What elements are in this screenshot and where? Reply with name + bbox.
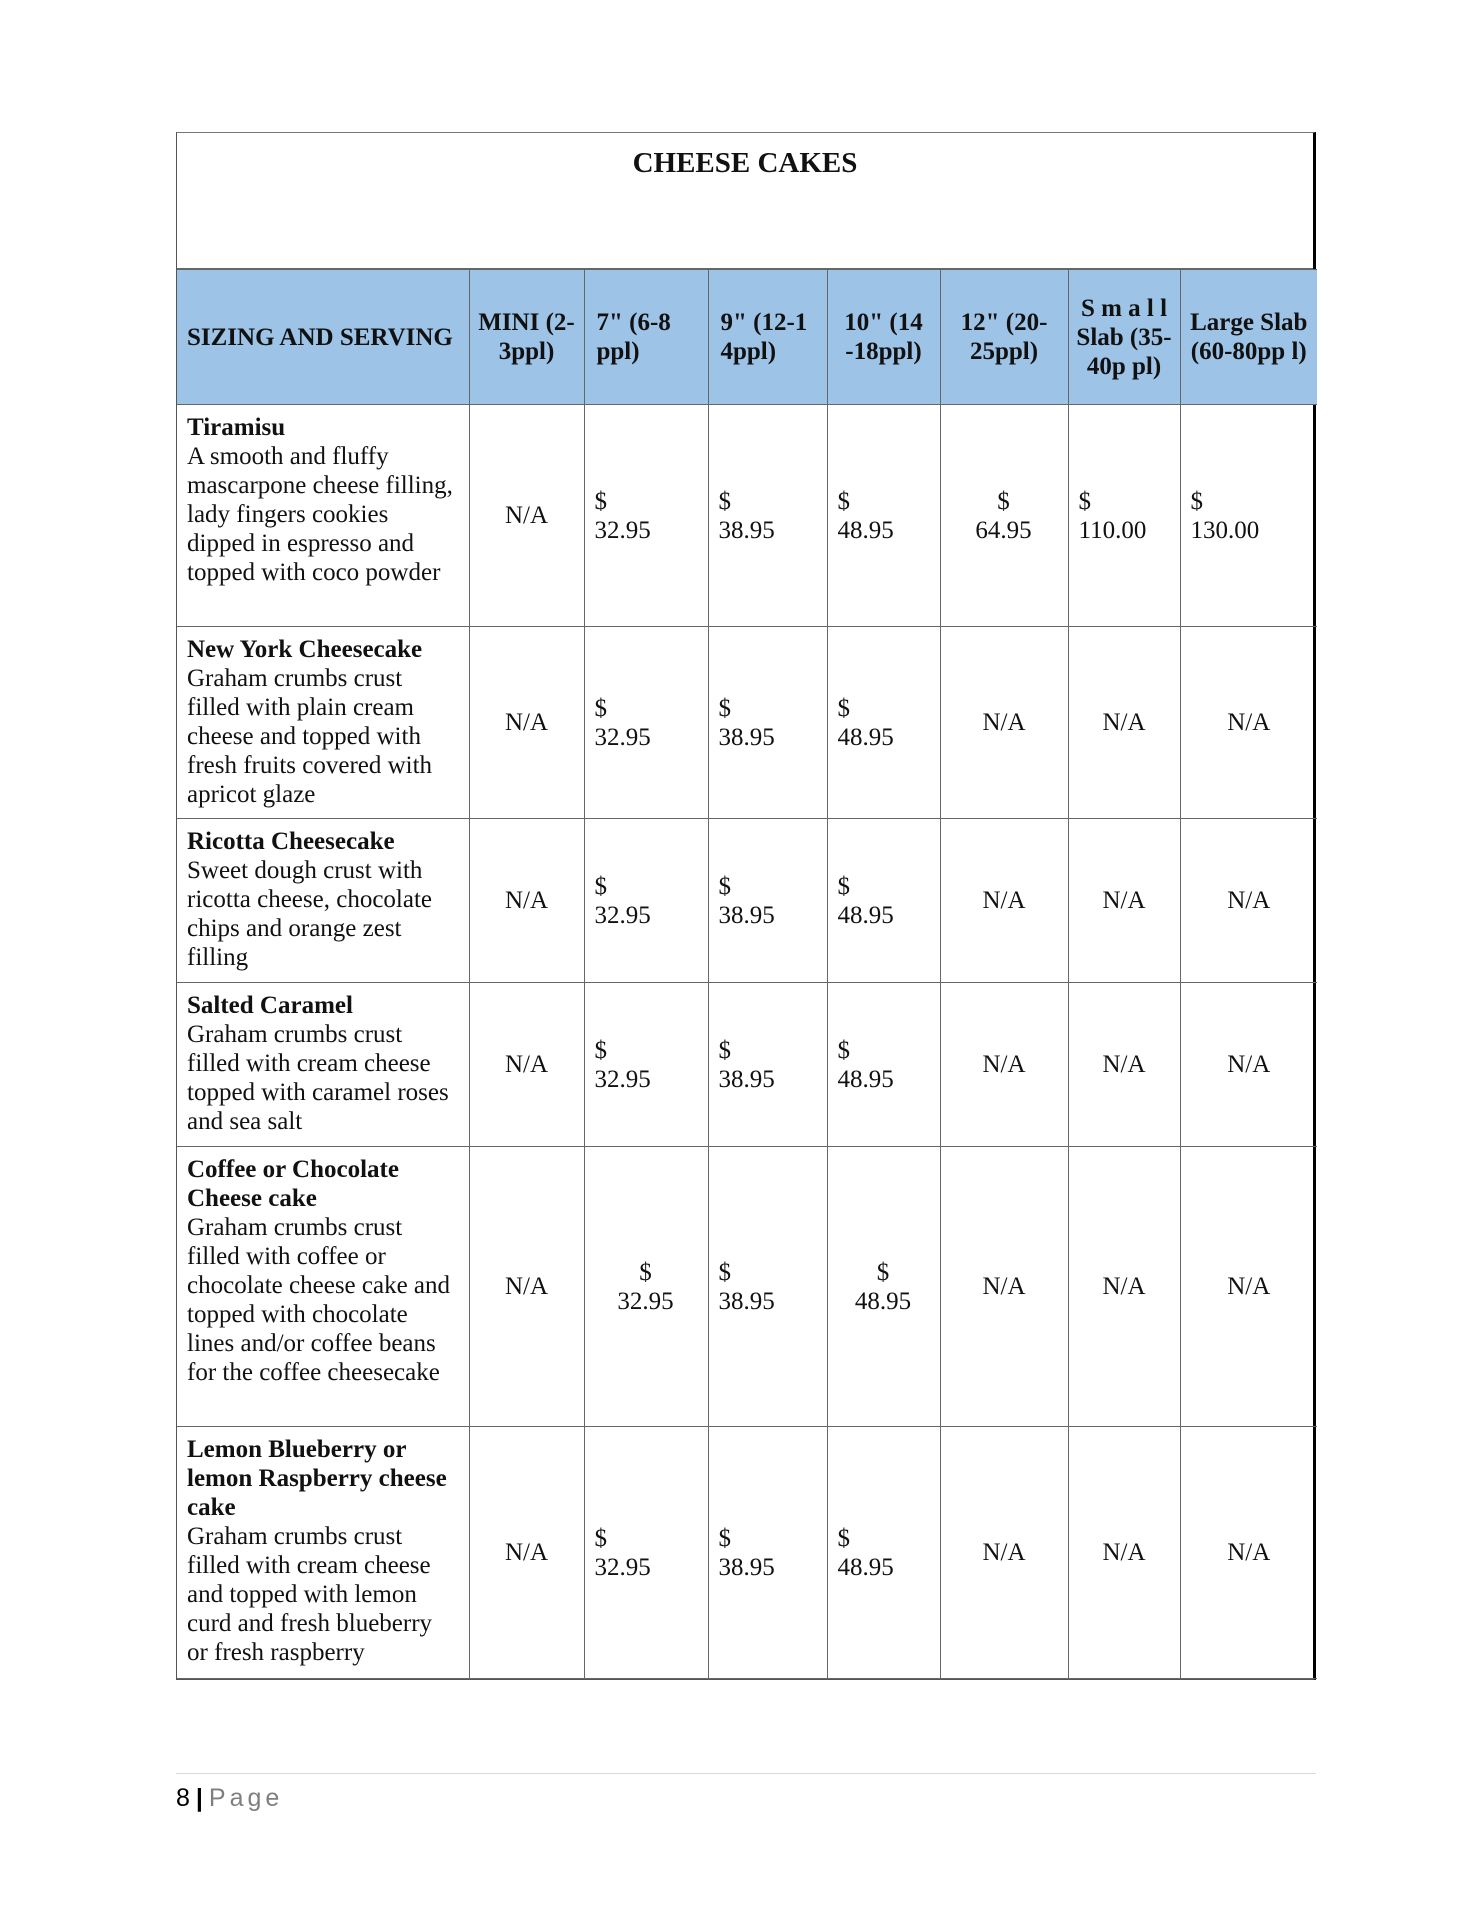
- item-name: New York Cheesecake: [187, 636, 423, 663]
- price-cell-na: N/A: [1068, 983, 1180, 1147]
- price-cell: $ 48.95: [827, 1147, 940, 1427]
- header-size-mini: MINI (2-3ppl): [469, 270, 584, 405]
- item-description: Graham crumbs crust filled with coffee or chocolate cheese cake and topped with chocolate lines and/or coffee beans for the coffee cheesecake: [187, 1214, 451, 1386]
- header-size-10-inch: 10" (14 -18ppl): [827, 270, 940, 405]
- price-cell: $ 32.95: [584, 405, 708, 627]
- price-cell: $ 110.00: [1068, 405, 1180, 627]
- price-cell-na: N/A: [469, 1147, 584, 1427]
- table-title: CHEESE CAKES: [177, 133, 1313, 269]
- item-description: A smooth and fluffy mascarpone cheese filling, lady fingers cookies dipped in espresso and topped with coco powder: [187, 443, 453, 586]
- price-cell-na: N/A: [1068, 627, 1180, 819]
- price-cell-na: N/A: [940, 1427, 1068, 1679]
- item-description-cell: [177, 983, 469, 1147]
- price-cell-na: N/A: [940, 627, 1068, 819]
- price-cell-na: N/A: [469, 1427, 584, 1679]
- table-row: [177, 1147, 1317, 1427]
- price-cell-na: N/A: [1180, 627, 1317, 819]
- price-cell: $ 48.95: [827, 983, 940, 1147]
- price-cell: $ 38.95: [708, 405, 827, 627]
- page-label: Page: [208, 1784, 284, 1812]
- price-cell-na: N/A: [1180, 1427, 1317, 1679]
- price-cell: $ 32.95: [584, 819, 708, 983]
- page-number: 8: [176, 1784, 190, 1812]
- header-size-12-inch: 12" (20- 25ppl): [940, 270, 1068, 405]
- price-table: [177, 269, 1317, 1679]
- item-description-cell: [177, 1147, 469, 1427]
- price-cell: $ 38.95: [708, 983, 827, 1147]
- table-row: [177, 405, 1317, 627]
- price-cell: $ 32.95: [584, 1427, 708, 1679]
- price-cell: $ 32.95: [584, 627, 708, 819]
- price-cell: $ 32.95: [584, 983, 708, 1147]
- item-description-cell: [177, 627, 469, 819]
- item-description-cell: [177, 1427, 469, 1679]
- price-cell: $ 48.95: [827, 627, 940, 819]
- item-description: Graham crumbs crust filled with plain cream cheese and topped with fresh fruits covered with apricot glaze: [187, 665, 433, 808]
- price-cell-na: N/A: [1068, 1427, 1180, 1679]
- table-row: [177, 819, 1317, 983]
- price-cell-na: N/A: [1180, 819, 1317, 983]
- header-size-7-inch: 7" (6-8 ppl): [584, 270, 708, 405]
- footer-separator: |: [195, 1784, 203, 1812]
- price-cell-na: N/A: [940, 1147, 1068, 1427]
- price-cell: $ 38.95: [708, 1427, 827, 1679]
- header-size-9-inch: 9" (12-1 4ppl): [708, 270, 827, 405]
- item-name: Ricotta Cheesecake: [187, 828, 395, 855]
- price-cell: $ 38.95: [708, 819, 827, 983]
- price-cell: $ 48.95: [827, 405, 940, 627]
- price-cell-na: N/A: [469, 627, 584, 819]
- table-row: [177, 627, 1317, 819]
- table-row: [177, 983, 1317, 1147]
- item-description-cell: [177, 819, 469, 983]
- price-cell-na: N/A: [1180, 1147, 1317, 1427]
- price-cell-na: N/A: [940, 983, 1068, 1147]
- item-name: Tiramisu: [187, 414, 286, 441]
- price-cell-na: N/A: [1180, 983, 1317, 1147]
- price-cell-na: N/A: [1068, 1147, 1180, 1427]
- table-row: [177, 1427, 1317, 1679]
- price-cell-na: N/A: [469, 819, 584, 983]
- item-name: Salted Caramel: [187, 992, 353, 1019]
- price-cell: $ 32.95: [584, 1147, 708, 1427]
- item-description: Sweet dough crust with ricotta cheese, chocolate chips and orange zest filling: [187, 857, 432, 971]
- price-cell: $ 48.95: [827, 1427, 940, 1679]
- item-name: Coffee or Chocolate Cheese cake: [187, 1156, 399, 1212]
- item-name: Lemon Blueberry or lemon Raspberry cheese cake: [187, 1436, 447, 1521]
- page-footer: [176, 1773, 1316, 1813]
- item-description-cell: [177, 405, 469, 627]
- header-sizing-serving: SIZING AND SERVING: [177, 270, 469, 405]
- price-cell-na: N/A: [469, 983, 584, 1147]
- price-cell: $ 38.95: [708, 627, 827, 819]
- cheese-cakes-table-container: [176, 132, 1316, 1680]
- header-size-small-slab: S m a l l Slab (35-40p pl): [1068, 270, 1180, 405]
- item-description: Graham crumbs crust filled with cream cheese and topped with lemon curd and fresh blueberry or fresh raspberry: [187, 1523, 433, 1666]
- price-cell: $ 64.95: [940, 405, 1068, 627]
- header-row: [177, 270, 1317, 405]
- price-cell: $ 38.95: [708, 1147, 827, 1427]
- price-cell-na: N/A: [1068, 819, 1180, 983]
- price-cell-na: N/A: [469, 405, 584, 627]
- header-size-large-slab: Large Slab (60-80pp l): [1180, 270, 1317, 405]
- price-cell: $ 130.00: [1180, 405, 1317, 627]
- price-cell: $ 48.95: [827, 819, 940, 983]
- price-cell-na: N/A: [940, 819, 1068, 983]
- item-description: Graham crumbs crust filled with cream cheese topped with caramel roses and sea salt: [187, 1021, 449, 1135]
